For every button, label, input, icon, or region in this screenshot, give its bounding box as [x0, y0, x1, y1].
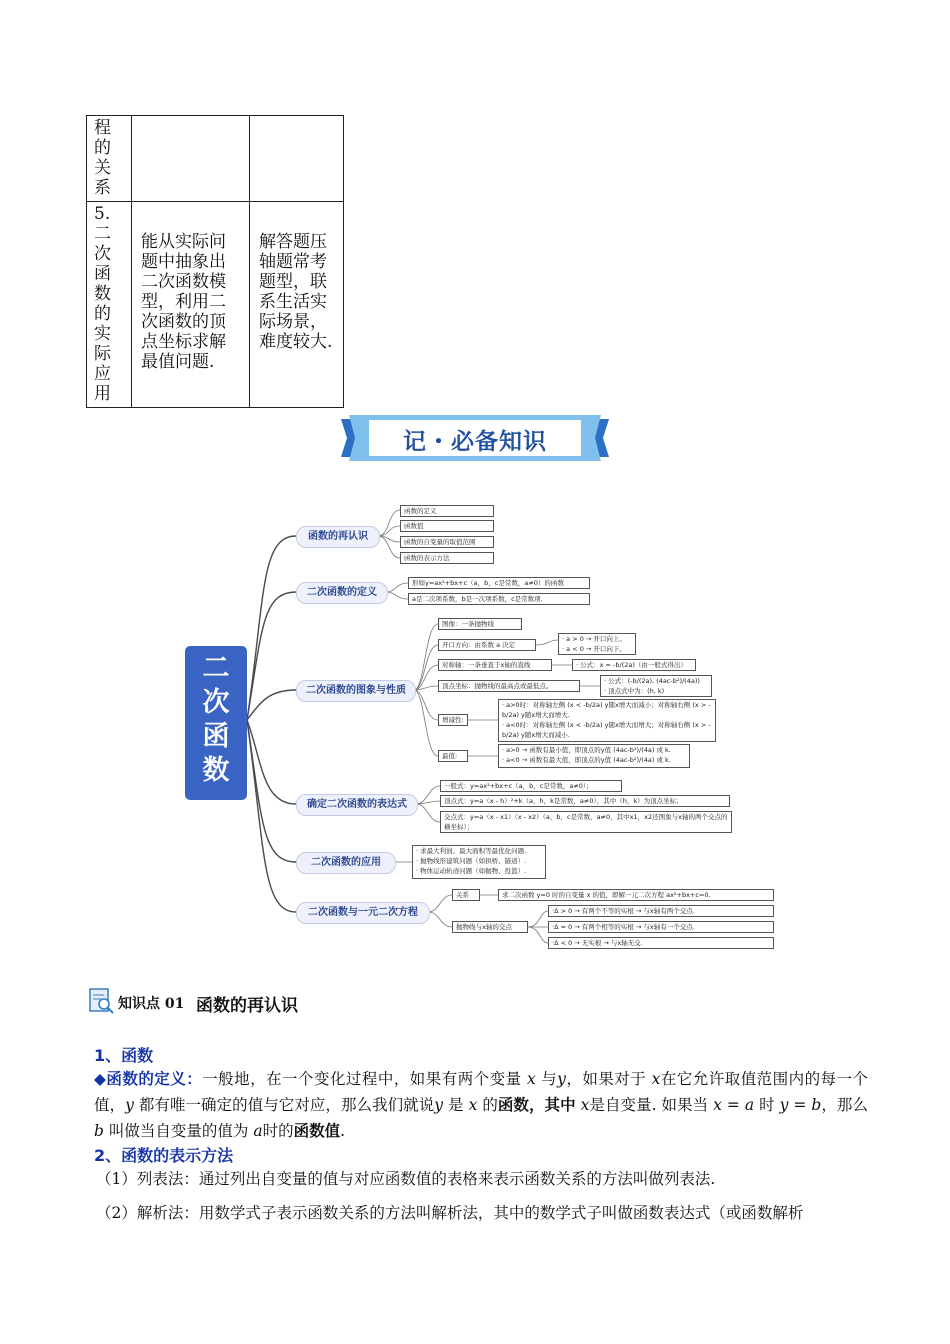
- text: 与: [541, 1070, 558, 1088]
- mindmap-leaf: [412, 845, 546, 879]
- method-item: （2）解析法：用数学式子表示函数关系的方法叫解析法，其中的数学式子叫做函数表达式（或函数解析: [96, 1204, 804, 1222]
- math-var: b: [811, 1096, 822, 1114]
- definition-label: ◆函数的定义：: [94, 1070, 203, 1088]
- text: ，如果对于: [565, 1070, 647, 1088]
- mindmap-leaf: 开口方向：由系数 a 决定: [438, 639, 536, 651]
- text: 都有唯一确定的值与它对应，那么我们就说: [138, 1096, 435, 1114]
- text: 是: [448, 1096, 464, 1114]
- detail-line: · a<0 → 函数有最大值，即顶点的y值 (4ac-b²)/(4a) 或 k.: [502, 756, 671, 764]
- mindmap-detail: 求二次函数 y=0 时的自变量 x 的值，即解一元二次方程 ax²+bx+c=0.: [498, 889, 774, 901]
- math-var: x: [527, 1070, 536, 1088]
- detail-line: · 抛物线形建筑问题（如拱桥、隧道）.: [416, 857, 527, 865]
- mindmap-detail: [498, 744, 690, 768]
- mindmap-branch: 二次函数的应用: [296, 852, 396, 874]
- math-var: y: [557, 1070, 566, 1088]
- mindmap-leaf: 函数的自变量的取值范围: [400, 536, 494, 548]
- math-var: x: [468, 1096, 478, 1114]
- math-var: y: [125, 1096, 134, 1114]
- mindmap-branch: 二次函数的定义: [296, 582, 388, 604]
- mindmap-leaf: 形如y=ax²+bx+c（a，b，c是常数，a≠0）的函数: [408, 577, 590, 589]
- mindmap-detail: [558, 633, 636, 655]
- mindmap-detail: ·Δ < 0 → 无实根 → 与x轴无交.: [548, 937, 774, 949]
- section-heading: 1、函数: [94, 1046, 154, 1065]
- mindmap-root: [185, 646, 247, 800]
- mindmap-leaf: 函数值: [400, 520, 494, 532]
- mindmap-detail: ·Δ > 0 → 有两个不等的实根 → 与x轴有两个交点.: [548, 905, 774, 917]
- mindmap-leaf: 顶点坐标：抛物线的最高点或最低点。: [438, 680, 580, 692]
- text: .: [340, 1122, 346, 1140]
- mindmap-leaf: a是二次项系数，b是一次项系数，c是常数项.: [408, 593, 590, 605]
- method-item: （1）列表法：通过列出自变量的值与对应函数值的表格来表示函数关系的方法叫做列表法.: [96, 1170, 716, 1188]
- text: 时: [759, 1096, 775, 1114]
- mindmap-branch: 确定二次函数的表达式: [296, 794, 418, 816]
- definition-paragraph: [94, 1066, 868, 1144]
- requirement-text: 能从实际问题中抽象出二次函数模型，利用二次函数的顶点坐标求解最值问题.: [141, 232, 226, 372]
- mindmap-detail: [600, 675, 712, 697]
- detail-line: · 求最大利润、最大面积等最优化问题.: [416, 847, 527, 855]
- knowledge-point-title: 函数的再认识: [196, 996, 298, 1016]
- detail-line: · a<0时：对称轴左侧 (x < -b/2a) y随x增大而增大；对称轴右侧 (x > -b/2a) y随x增大而减小.: [502, 721, 711, 739]
- math-var: y: [779, 1096, 789, 1114]
- math-var: x: [580, 1096, 590, 1114]
- section-heading: 2、函数的表示方法: [94, 1146, 234, 1165]
- mindmap-leaf: 交点式：y=a（x - x1）（x - x2）（a，b，c是常数，a≠0，其中x1，x2还图象与x轴的两个交点的横坐标）；: [440, 811, 732, 833]
- detail-line: · a > 0 → 开口向上。: [562, 635, 626, 643]
- text: 一般地，在一个变化过程中，如果有两个变量: [202, 1070, 522, 1088]
- math-var: x: [713, 1096, 722, 1114]
- math-var: b: [94, 1122, 104, 1140]
- text: 的: [482, 1096, 498, 1114]
- mindmap-leaf: 一般式：y=ax²+bx+c（a，b，c是常数，a≠0）；: [440, 780, 622, 792]
- math-var: y: [434, 1096, 444, 1114]
- mindmap-leaf: 最值:: [438, 750, 468, 762]
- text: 是自变量. 如果当: [589, 1096, 709, 1114]
- text: =: [726, 1096, 740, 1114]
- mindmap-branch: 二次函数的图象与性质: [296, 680, 416, 702]
- text: ，那么: [821, 1096, 868, 1114]
- detail-line: · a < 0 → 开口向下。: [562, 645, 626, 653]
- math-var: a: [253, 1122, 263, 1140]
- detail-line: · a>0时：对称轴左侧 (x < -b/2a) y随x增大而减小；对称轴右侧 (x > -b/2a) y随x增大而增大.: [502, 701, 711, 719]
- text: 叫做当自变量的值为: [108, 1122, 249, 1140]
- text: 在它允许取值范围内的每一个值，: [94, 1070, 868, 1114]
- mindmap-root-text: 二次函数: [202, 653, 230, 786]
- topic-text: 程的关系: [94, 118, 111, 198]
- mindmap-branch: 函数的再认识: [296, 526, 380, 548]
- detail-line: · 顶点式中为：(h, k): [604, 687, 665, 695]
- detail-line: · 公式：(-b/(2a), (4ac-b²)/(4a)): [604, 677, 700, 685]
- mindmap-branch: 二次函数与一元二次方程: [296, 902, 430, 924]
- mindmap-leaf: 函数的表示方法: [400, 552, 494, 564]
- mindmap-detail: [498, 699, 716, 742]
- text: =: [793, 1096, 807, 1114]
- bold-term: 函数，其中: [497, 1096, 576, 1114]
- math-var: a: [744, 1096, 755, 1114]
- note-text: 解答题压轴题常考题型，联系生活实际场景，难度较大.: [259, 232, 333, 352]
- mindmap-leaf: 顶点式：y=a（x - h）²+k（a，h，k是常数，a≠0），其中（h，k）为顶点坐标；: [440, 795, 730, 807]
- mindmap-leaf: 增减性:: [438, 714, 468, 726]
- mindmap-leaf: 函数的定义: [400, 505, 494, 517]
- mindmap-detail: · 公式：x = -b/(2a)（由一般式得出）: [572, 659, 696, 671]
- knowledge-point-label: 知识点 01: [118, 996, 185, 1012]
- topic-text: 5.二次函数的实际应用: [94, 204, 111, 404]
- mindmap-leaf: 图像：一条抛物线: [438, 618, 522, 630]
- mindmap-detail: ·Δ = 0 → 有两个相等的实根 → 与x轴有一个交点.: [548, 921, 774, 933]
- mindmap-leaf: 抛物线与x轴的交点: [452, 921, 528, 933]
- banner-title: 记・必备知识: [403, 429, 547, 455]
- detail-line: · 物体运动轨迹问题（如抛物、投篮）.: [416, 867, 527, 875]
- math-var: x: [651, 1070, 661, 1088]
- mindmap-leaf: 对称轴：一条垂直于x轴的直线: [438, 659, 552, 671]
- magnifier-book-icon: [88, 987, 116, 1015]
- mindmap-leaf: 关系: [452, 889, 480, 901]
- detail-line: · a>0 → 函数有最小值，即顶点的y值 (4ac-b²)/(4a) 或 k.: [502, 746, 671, 754]
- text: 时的: [262, 1122, 294, 1140]
- bold-term: 函数值: [293, 1122, 341, 1140]
